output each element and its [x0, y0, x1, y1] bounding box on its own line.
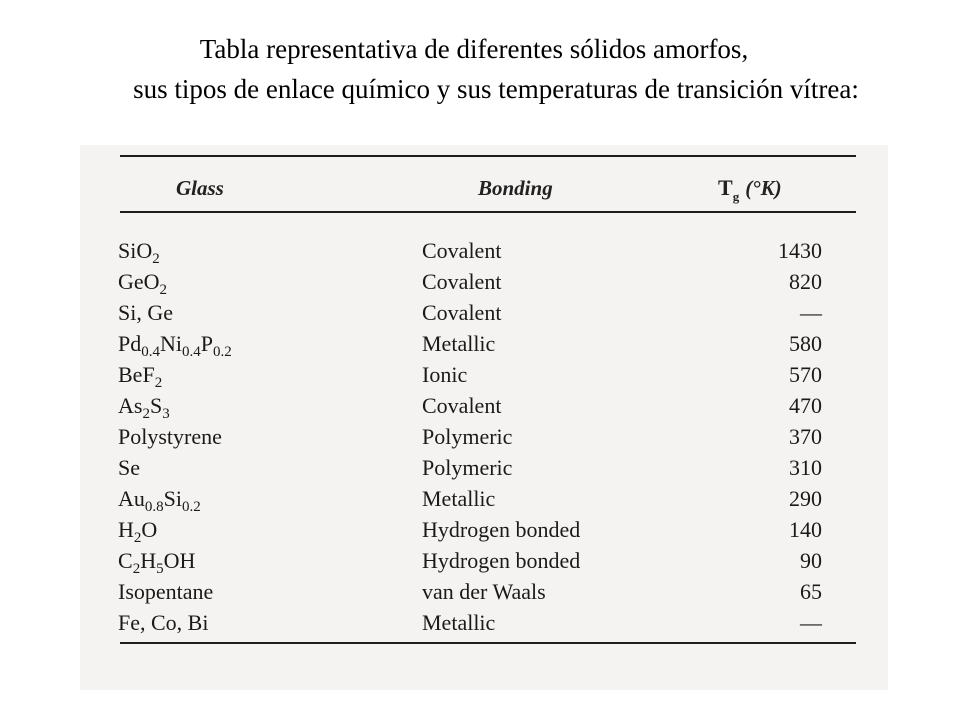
formula-subscript: 2: [159, 282, 168, 298]
formula-text: Ni: [160, 331, 182, 356]
table-row: [80, 452, 888, 483]
cell-tg: 90: [800, 548, 822, 573]
cell-glass: [118, 452, 140, 483]
formula-text: BeF: [118, 362, 155, 387]
table-row: [80, 421, 888, 452]
cell-glass: [118, 514, 157, 545]
cell-tg: —: [800, 300, 822, 325]
cell-glass: [118, 607, 208, 638]
cell-bonding: Covalent: [422, 393, 502, 418]
header-tg-symbol: T: [718, 175, 733, 200]
formula-text: Isopentane: [118, 579, 214, 604]
cell-bonding: Hydrogen bonded: [422, 517, 581, 542]
header-tg-unit: (°K): [745, 176, 782, 200]
cell-bonding: Covalent: [422, 300, 502, 325]
cell-bonding: Ionic: [422, 362, 468, 387]
formula-text: H: [118, 517, 134, 542]
cell-tg: —: [800, 610, 822, 635]
table-row: [80, 266, 888, 297]
cell-bonding: Metallic: [422, 610, 496, 635]
formula-text: Polystyrene: [118, 424, 222, 449]
cell-tg: 470: [789, 393, 822, 418]
formula-subscript: 0.4: [182, 344, 201, 360]
table-row: [80, 359, 888, 390]
formula-subscript: 0.2: [213, 344, 232, 360]
header-tg: [718, 175, 782, 204]
cell-tg: 65: [800, 579, 822, 604]
cell-glass: [118, 297, 173, 328]
glass-table-scan: [80, 145, 888, 690]
table-row: [80, 607, 888, 638]
cell-bonding: Polymeric: [422, 455, 513, 480]
cell-tg: 140: [789, 517, 822, 542]
table-row: [80, 514, 888, 545]
formula-text: GeO: [118, 269, 160, 294]
cell-bonding: van der Waals: [422, 579, 546, 604]
cell-glass: [118, 390, 170, 421]
cell-tg: 580: [789, 331, 822, 356]
cell-tg: 570: [789, 362, 822, 387]
formula-text: H: [140, 548, 157, 573]
formula-subscript: 2: [152, 251, 160, 267]
table-row: [80, 545, 888, 576]
table-row: [80, 328, 888, 359]
formula-subscript: 2: [154, 375, 163, 391]
cell-glass: [118, 359, 162, 390]
cell-bonding: Metallic: [422, 486, 496, 511]
header-bonding: Bonding: [478, 176, 553, 200]
top-rule: [120, 155, 856, 157]
cell-glass: [118, 328, 232, 359]
formula-text: OH: [163, 548, 196, 573]
cell-glass: [118, 421, 222, 452]
formula-text: S: [149, 393, 163, 418]
formula-subscript: 0.2: [182, 499, 201, 515]
table-row: [80, 235, 888, 266]
formula-text: Au: [118, 486, 145, 511]
table-row: [80, 390, 888, 421]
cell-bonding: Hydrogen bonded: [422, 548, 581, 573]
header-rule: [120, 211, 856, 213]
table-row: [80, 297, 888, 328]
cell-glass: [118, 576, 213, 607]
cell-glass: [118, 545, 195, 576]
formula-text: Si, Ge: [118, 300, 173, 325]
header-glass: Glass: [176, 176, 224, 200]
formula-subscript: 2: [142, 406, 150, 422]
table-row: [80, 576, 888, 607]
cell-tg: 310: [789, 455, 822, 480]
cell-bonding: Metallic: [422, 331, 496, 356]
cell-tg: 370: [789, 424, 822, 449]
formula-subscript: 0.8: [144, 499, 164, 515]
cell-tg: 1430: [778, 238, 822, 263]
bottom-rule: [120, 642, 856, 644]
cell-bonding: Polymeric: [422, 424, 513, 449]
formula-text: O: [141, 517, 158, 542]
formula-text: P: [200, 331, 213, 356]
formula-subscript: 3: [162, 406, 170, 422]
formula-subscript: 5: [156, 561, 164, 577]
formula-text: SiO: [118, 238, 153, 263]
formula-subscript: 2: [133, 530, 142, 546]
formula-subscript: 2: [132, 561, 141, 577]
caption-line-2: sus tipos de enlace químico y sus temperaturas de transición vítrea:: [133, 74, 859, 104]
cell-glass: [118, 235, 160, 266]
table-row: [80, 483, 888, 514]
caption-line-1: Tabla representativa de diferentes sólidos amorfos,: [199, 34, 749, 64]
header-tg-subscript: g: [732, 189, 740, 204]
formula-text: Fe, Co, Bi: [118, 610, 209, 635]
formula-text: Si: [163, 486, 182, 511]
formula-text: Se: [118, 455, 140, 480]
cell-bonding: Covalent: [422, 269, 502, 294]
cell-tg: 290: [789, 486, 822, 511]
cell-glass: [118, 266, 167, 297]
cell-bonding: Covalent: [422, 238, 502, 263]
formula-text: C: [118, 548, 133, 573]
cell-tg: 820: [789, 269, 822, 294]
cell-glass: [118, 483, 201, 514]
formula-text: As: [118, 393, 143, 418]
formula-text: Pd: [118, 331, 142, 356]
formula-subscript: 0.4: [141, 344, 160, 360]
